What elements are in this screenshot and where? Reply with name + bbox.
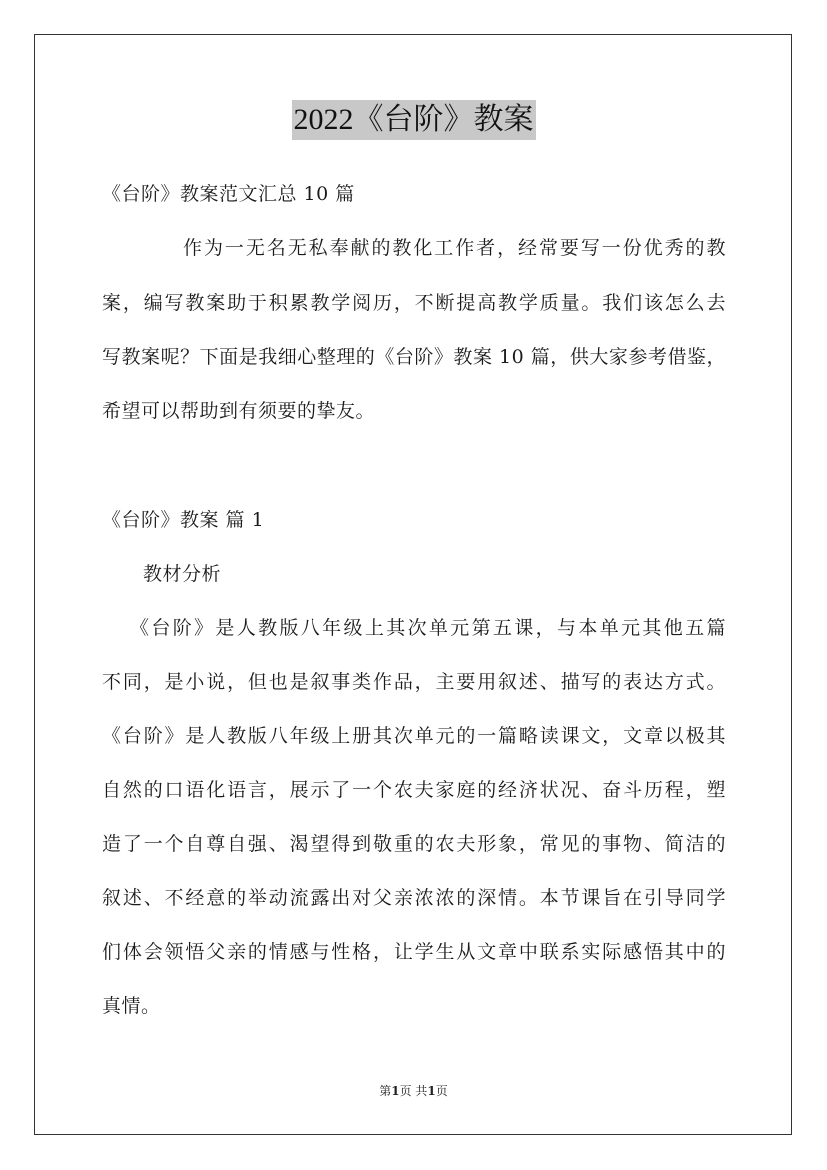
section-heading: 《台阶》教案 篇 1 — [102, 509, 265, 531]
intro-line: 希望可以帮助到有须要的挚友。 — [102, 400, 376, 422]
body-line: 叙述、不经意的举动流露出对父亲浓浓的深情。本节课旨在引导同学 — [102, 887, 726, 909]
body-line: 造了一个自尊自强、渴望得到敬重的农夫形象，常见的事物、简洁的 — [102, 833, 726, 855]
body-line: 真情。 — [102, 995, 161, 1017]
body-line: 不同，是小说，但也是叙事类作品，主要用叙述、描写的表达方式。 — [102, 671, 726, 693]
page-label-suffix: 页 — [435, 1084, 448, 1098]
page-footer — [0, 1082, 827, 1100]
document-title: 2022《台阶》教案 — [292, 100, 536, 140]
document-subtitle: 《台阶》教案范文汇总 10 篇 — [102, 183, 355, 205]
body-line: 们体会领悟父亲的情感与性格，让学生从文章中联系实际感悟其中的 — [102, 941, 726, 963]
page-label-mid: 页 共 — [399, 1084, 428, 1098]
body-line: 《台阶》是人教版八年级上册其次单元的一篇略读课文，文章以极其 — [102, 725, 726, 747]
page-label-prefix: 第 — [379, 1084, 392, 1098]
intro-line: 作为一无名无私奉献的教化工作者，经常要写一份优秀的教 — [183, 237, 726, 259]
body-line: 《台阶》是人教版八年级上其次单元第五课，与本单元其他五篇 — [130, 617, 726, 639]
intro-line: 写教案呢？下面是我细心整理的《台阶》教案 10 篇，供大家参考借鉴， — [102, 346, 726, 368]
subsection-heading: 教材分析 — [143, 563, 222, 585]
body-line: 自然的口语化语言，展示了一个农夫家庭的经济状况、奋斗历程，塑 — [102, 779, 726, 801]
intro-line: 案，编写教案助于积累教学阅历，不断提高教学质量。我们该怎么去 — [102, 292, 726, 314]
total-pages-number: 1 — [427, 1084, 436, 1098]
current-page-number: 1 — [391, 1084, 400, 1098]
title-container — [0, 100, 827, 140]
